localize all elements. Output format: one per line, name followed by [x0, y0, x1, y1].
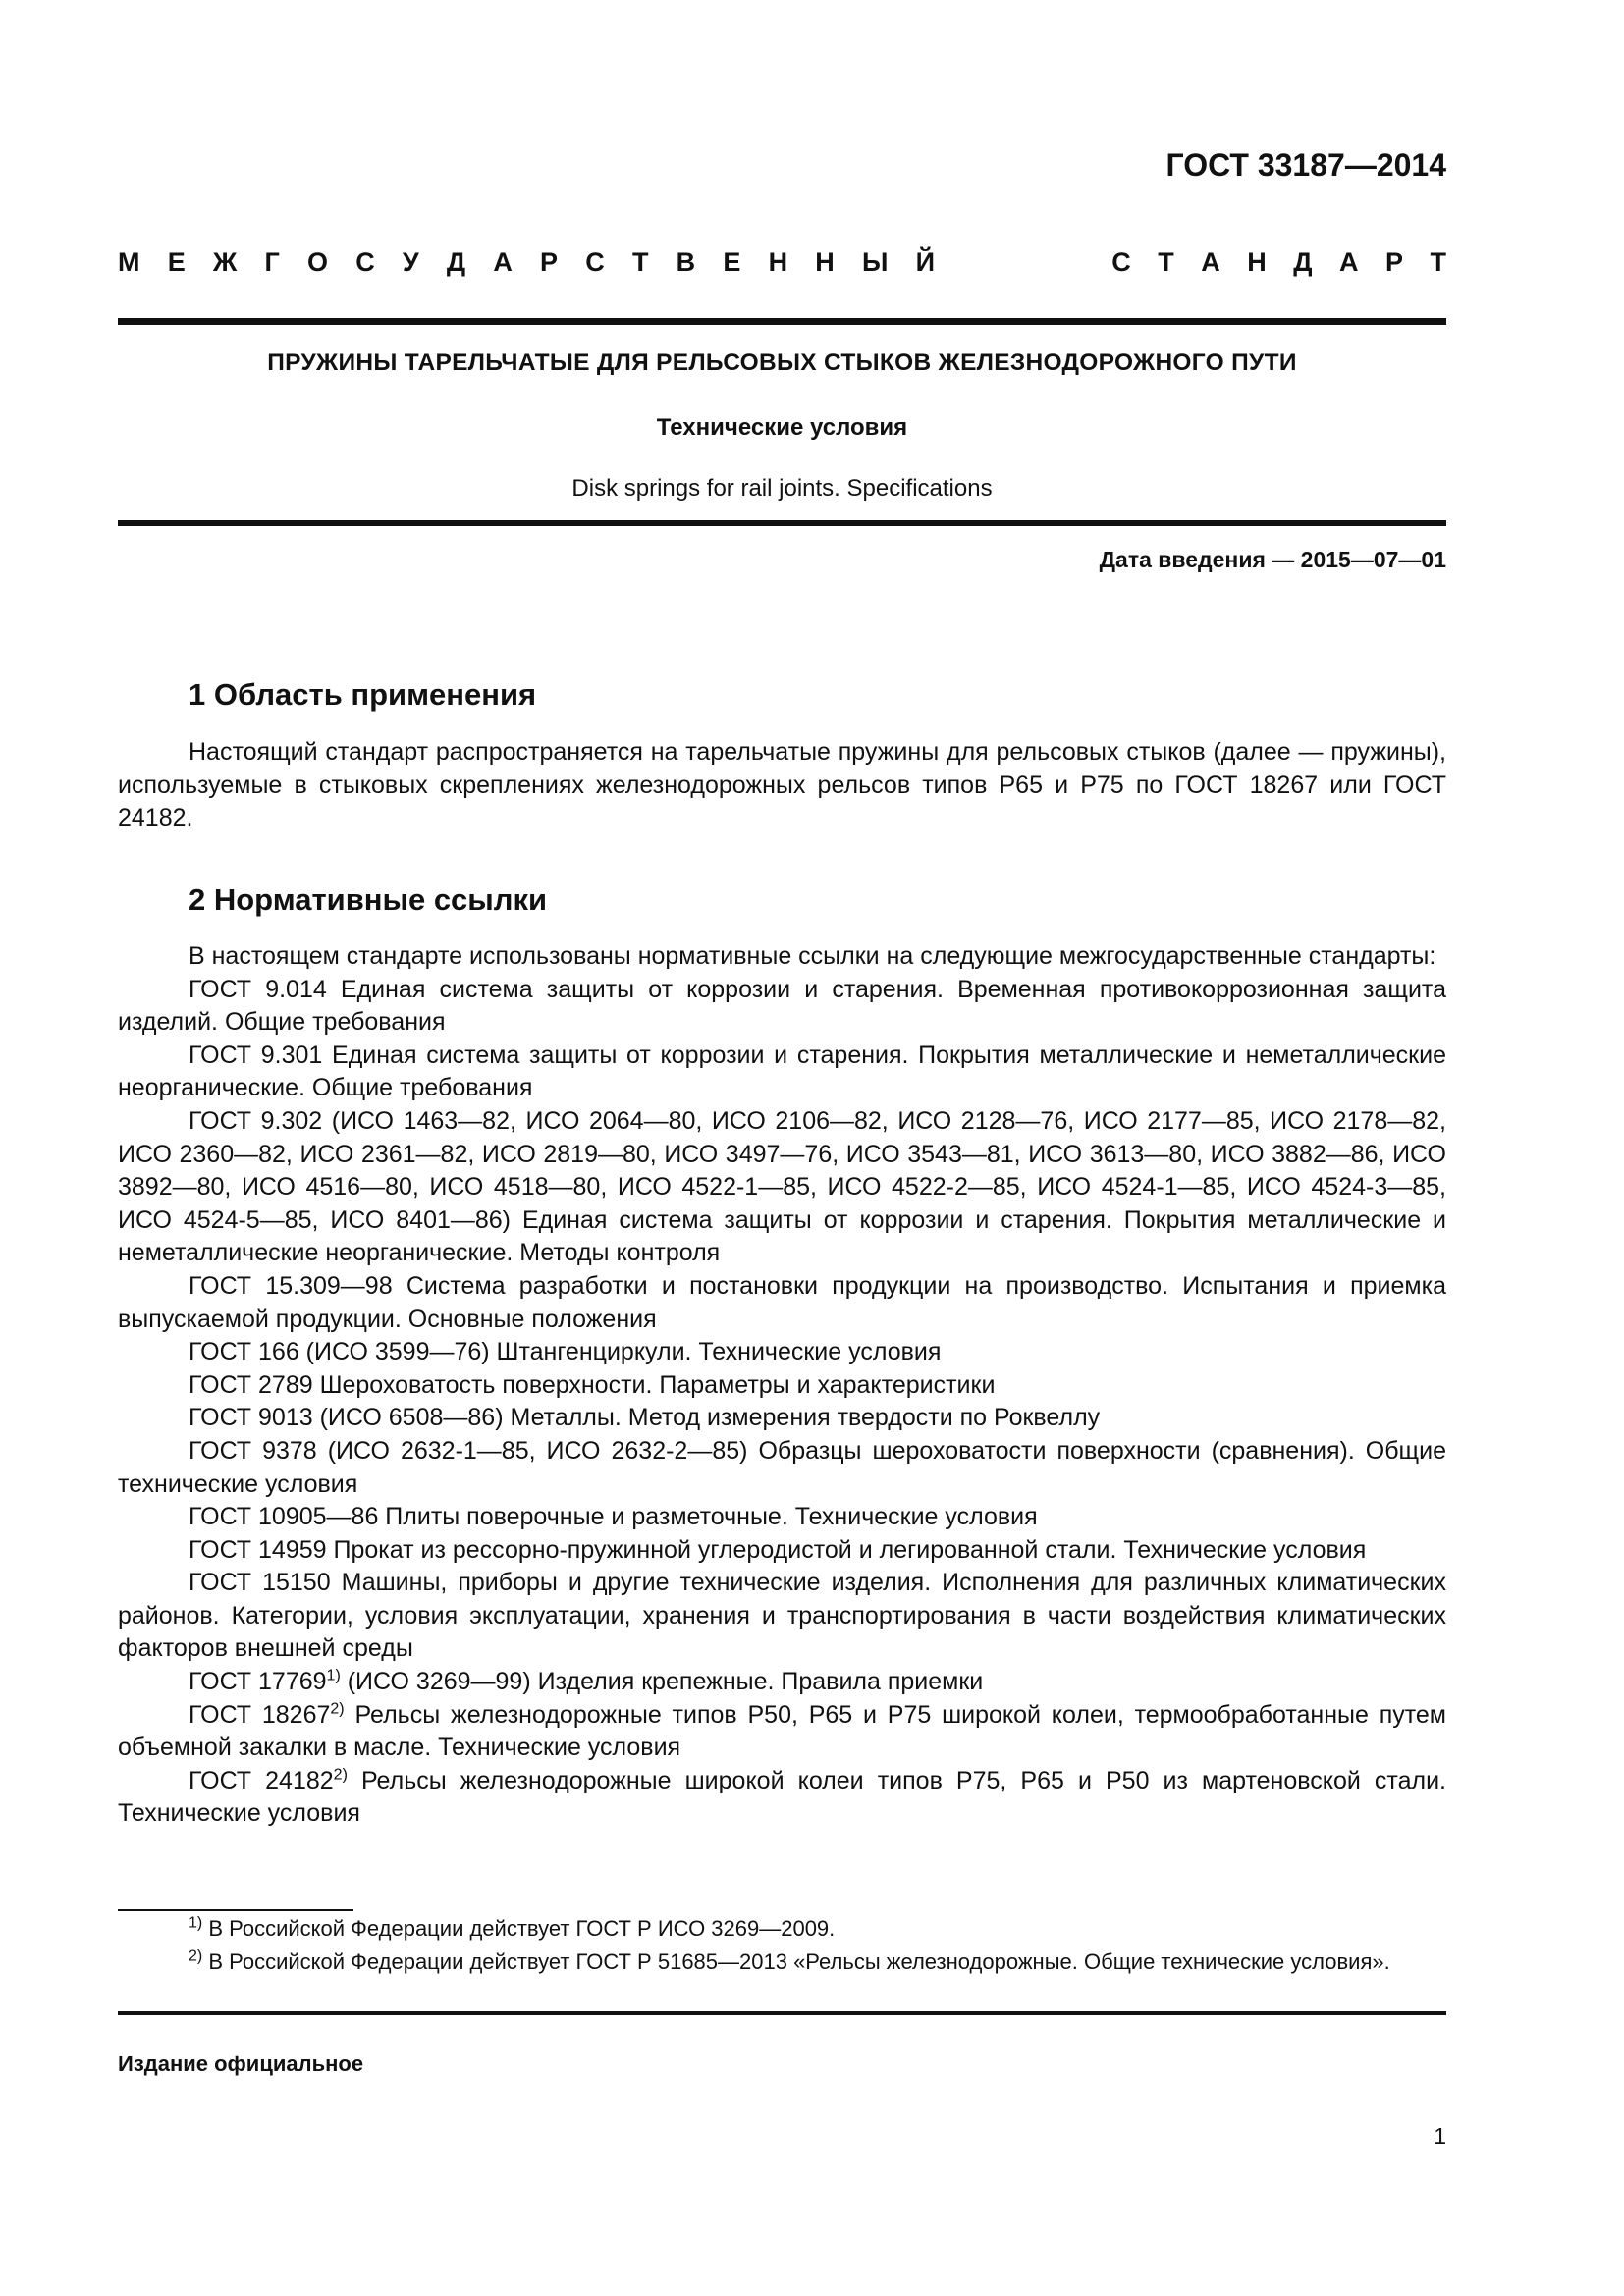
reference-item: ГОСТ 9013 (ИСО 6508—86) Металлы. Метод измерения твердости по Роквеллу: [189, 1404, 1101, 1432]
interstate-standard-banner: [118, 247, 1446, 278]
footnote-mark: 1): [189, 1914, 203, 1932]
section-1-heading: 1 Область применения: [189, 677, 537, 712]
reference-code: ГОСТ 24182: [189, 1766, 334, 1794]
reference-text: (ИСО 3269—99) Изделия крепежные. Правила приемки: [340, 1668, 984, 1696]
section-2-intro: В настоящем стандарте использованы нормативные ссылки на следующие межгосударственные стандарты:: [189, 942, 1436, 970]
banner-word-standard: С Т А Н Д А Р Т: [1111, 247, 1446, 277]
footnote-mark: 2): [189, 1948, 203, 1965]
document-title: ПРУЖИНЫ ТАРЕЛЬЧАТЫЕ ДЛЯ РЕЛЬСОВЫХ СТЫКОВ ЖЕЛЕЗНОДОРОЖНОГО ПУТИ: [267, 349, 1297, 376]
section-2-body: [118, 940, 1446, 1831]
official-edition-label: Издание официальное: [118, 2052, 364, 2076]
introduction-date: Дата введения — 2015—07—01: [1099, 547, 1446, 572]
reference-text: Рельсы железнодорожные широкой колеи типов Р75, Р65 и Р50 из мартеновской стали. Технические условия: [118, 1766, 1446, 1828]
section-1-body: [118, 736, 1446, 835]
reference-item: ГОСТ 15150 Машины, приборы и другие технические изделия. Исполнения для различных климатических районов. Категории, условия эксплуатации, хранения и транспортирования в части воздействия климатических факторов внешней среды: [118, 1569, 1446, 1663]
header-rule: [118, 318, 1446, 325]
footnote-mark: 2): [330, 1700, 345, 1718]
section-2-heading: 2 Нормативные ссылки: [189, 882, 548, 917]
footnote-text: В Российской Федерации действует ГОСТ Р 51685—2013 «Рельсы железнодорожные. Общие технические условия».: [202, 1949, 1390, 1974]
reference-item-18267: [118, 1699, 1446, 1765]
reference-item: ГОСТ 2789 Шероховатость поверхности. Параметры и характеристики: [189, 1370, 996, 1399]
reference-item: ГОСТ 166 (ИСО 3599—76) Штангенциркули. Технические условия: [189, 1338, 942, 1366]
footnotes: [118, 1914, 1446, 1981]
reference-item: ГОСТ 10905—86 Плиты поверочные и разметочные. Технические условия: [189, 1503, 1038, 1531]
reference-code: ГОСТ 17769: [189, 1668, 327, 1696]
footnote-item: [118, 1948, 1446, 1977]
reference-item-24182: [118, 1765, 1446, 1831]
title-rule: [118, 520, 1446, 526]
reference-text: Рельсы железнодорожные типов Р50, Р65 и Р75 широкой колеи, термообработанные путем объемной закалки в масле. Технические условия: [118, 1700, 1446, 1762]
reference-item: ГОСТ 9.014 Единая система защиты от коррозии и старения. Временная противокоррозионная защита изделий. Общие требования: [118, 975, 1446, 1037]
footnote-text: В Российской Федерации действует ГОСТ Р ИСО 3269—2009.: [202, 1916, 836, 1941]
document-subtitle: Технические условия: [656, 414, 908, 441]
banner-word-interstate: М Е Ж Г О С У Д А Р С Т В Е Н Н Ы Й: [118, 247, 936, 277]
reference-item: ГОСТ 9.301 Единая система защиты от коррозии и старения. Покрытия металлические и неметаллические неорганические. Общие требования: [118, 1041, 1446, 1102]
reference-item: ГОСТ 9.302 (ИСО 1463—82, ИСО 2064—80, ИСО 2106—82, ИСО 2128—76, ИСО 2177—85, ИСО 2178—82, ИСО 2360—82, ИСО 2361—82, ИСО 2819—80, ИСО 3497—76, ИСО 3543—81, ИСО 3613—80, ИСО 3882—86, ИСО 3892—80, ИСО 4516—80, ИСО 4518—80, ИСО 4522-1—85, ИСО 4522-2—85, ИСО 4524-1—85, ИСО 4524-3—85, ИСО 4524-5—85, ИСО 8401—86) Единая система защиты от коррозии и старения. Покрытия металлические и неметаллические неорганические. Методы контроля: [118, 1106, 1446, 1267]
footnote-item: [118, 1914, 1446, 1944]
standard-number: ГОСТ 33187—2014: [1165, 147, 1446, 183]
page-number: 1: [1434, 2123, 1446, 2149]
footnote-separator: [118, 1909, 353, 1911]
reference-item: ГОСТ 15.309—98 Система разработки и постановки продукции на производство. Испытания и приемка выпускаемой продукции. Основные положения: [118, 1271, 1446, 1333]
footnote-mark: 1): [326, 1667, 341, 1684]
reference-code: ГОСТ 18267: [189, 1700, 331, 1729]
section-1-paragraph: Настоящий стандарт распространяется на тарельчатые пружины для рельсовых стыков (далее — пружины), используемые в стыковых скреплениях железнодорожных рельсов типов Р65 и Р75 по ГОСТ 18267 или ГОСТ 24182.: [118, 738, 1446, 832]
footnote-mark: 2): [333, 1766, 348, 1784]
reference-item: ГОСТ 9378 (ИСО 2632-1—85, ИСО 2632-2—85) Образцы шероховатости поверхности (сравнения). Общие технические условия: [118, 1436, 1446, 1498]
footer-rule: [118, 2011, 1446, 2015]
document-title-english: Disk springs for rail joints. Specifications: [571, 475, 993, 502]
reference-item-17769: [118, 1666, 1446, 1699]
reference-item: ГОСТ 14959 Прокат из рессорно-пружинной углеродистой и легированной стали. Технические условия: [189, 1535, 1367, 1564]
